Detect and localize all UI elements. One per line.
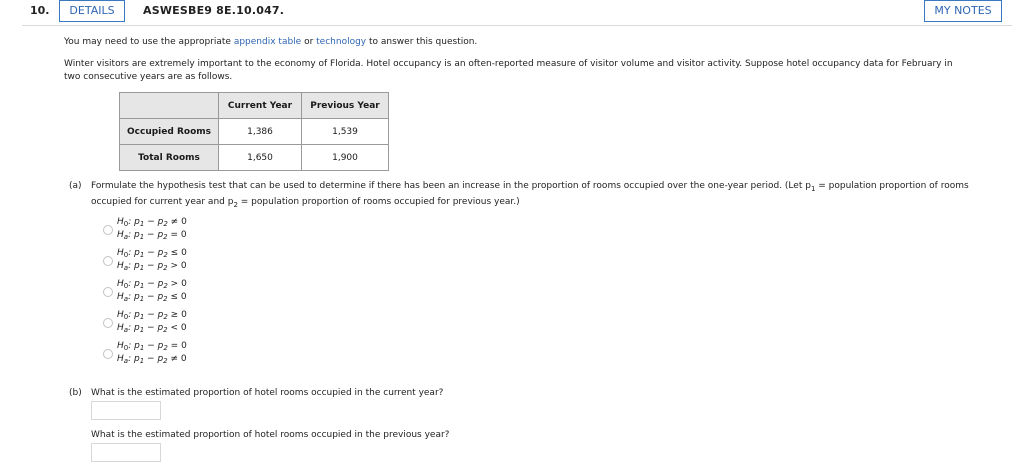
intro-suffix: to answer this question. <box>366 37 478 47</box>
hypothesis-option-2-h0: $H_0$: $p_1 - p_2 \le 0$ <box>117 248 187 259</box>
table-corner-cell <box>120 93 219 119</box>
p2-subscript: 2 <box>233 200 238 209</box>
occupancy-table <box>119 92 389 171</box>
hypothesis-option-3-ha: $H_a$: $p_1 - p_2 \le 0$ <box>117 292 187 303</box>
table-row <box>120 145 389 171</box>
h0-operator: ≤ <box>170 248 179 258</box>
technology-link[interactable]: technology <box>316 37 367 47</box>
ha-operator: = <box>170 230 179 240</box>
cell-total-current: 1,650 <box>219 145 302 171</box>
hypothesis-option-1-h0: $H_0$: $p_1 - p_2 \ne 0$ <box>117 217 187 228</box>
part-b-question-2: What is the estimated proportion of hotel rooms occupied in the previous year? <box>91 430 450 440</box>
previous-year-proportion-input[interactable] <box>91 443 161 462</box>
intro-prefix: You may need to use the appropriate <box>64 37 234 47</box>
hypothesis-option-4-radio[interactable] <box>103 318 113 328</box>
part-a-line-2: occupied for current year and p <box>91 196 234 207</box>
hypothesis-option-3-h0: $H_0$: $p_1 - p_2 > 0$ <box>117 279 187 290</box>
appendix-table-link[interactable]: appendix table <box>233 37 302 47</box>
part-a-line-1: Formulate the hypothesis test that can be used to determine if there has been an increase in the proportion of rooms occupied over the one-year period. (Let p <box>91 181 811 191</box>
hypothesis-option-5-h0: $H_0$: $p_1 - p_2 = 0$ <box>117 341 187 352</box>
hypothesis-option-1-radio[interactable] <box>103 225 113 235</box>
current-year-proportion-input[interactable] <box>91 401 161 420</box>
hypothesis-option-4-ha: $H_a$: $p_1 - p_2 < 0$ <box>117 323 187 334</box>
table-header-row <box>120 93 389 119</box>
hypothesis-option-3-radio[interactable] <box>103 287 113 297</box>
hypothesis-option-4-h0: $H_0$: $p_1 - p_2 \ge 0$ <box>117 310 187 321</box>
part-a-prompt <box>91 180 1011 212</box>
intro-middle: or <box>301 37 317 47</box>
part-a-label: (a) <box>69 181 82 191</box>
row-label-total-rooms: Total Rooms <box>120 145 219 171</box>
hypothesis-option-5-radio[interactable] <box>103 349 113 359</box>
ha-operator: ≤ <box>170 292 179 302</box>
p1-subscript: 1 <box>810 184 816 193</box>
question-number: 10. <box>30 4 50 17</box>
cell-occupied-previous: 1,539 <box>302 119 389 145</box>
part-b-question-1: What is the estimated proportion of hotel rooms occupied in the current year? <box>91 388 444 398</box>
hypothesis-option-1-ha: $H_a$: $p_1 - p_2 = 0$ <box>117 230 187 241</box>
cell-occupied-current: 1,386 <box>219 119 302 145</box>
question-header <box>0 0 1024 24</box>
context-line-2: two consecutive years are as follows. <box>64 72 233 82</box>
part-a-line-2-end: = population proportion of rooms occupied for previous year.) <box>237 196 520 207</box>
context-paragraph <box>64 58 1004 84</box>
header-divider <box>22 25 1012 26</box>
part-b-label: (b) <box>69 388 82 398</box>
hypothesis-option-2-radio[interactable] <box>103 256 113 266</box>
header-previous-year: Previous Year <box>302 93 389 119</box>
h0-operator: > <box>170 279 179 289</box>
h0-operator: = <box>170 341 179 351</box>
ha-operator: < <box>170 323 179 333</box>
ha-operator: ≠ <box>170 354 179 364</box>
context-line-1: Winter visitors are extremely important to the economy of Florida. Hotel occupancy is an often-reported measure of visitor volume and visitor activity. Suppose hotel occupancy data for February in <box>64 59 953 69</box>
intro-text <box>64 36 477 49</box>
header-current-year: Current Year <box>219 93 302 119</box>
problem-code: ASWESBE9 8E.10.047. <box>143 4 285 17</box>
h0-operator: ≥ <box>170 310 179 320</box>
row-label-occupied-rooms: Occupied Rooms <box>120 119 219 145</box>
h0-operator: ≠ <box>170 217 179 227</box>
hypothesis-option-5-ha: $H_a$: $p_1 - p_2 \ne 0$ <box>117 354 187 365</box>
details-button[interactable]: DETAILS <box>59 0 125 22</box>
my-notes-button[interactable]: MY NOTES <box>924 0 1002 22</box>
ha-operator: > <box>170 261 179 271</box>
cell-total-previous: 1,900 <box>302 145 389 171</box>
hypothesis-option-2-ha: $H_a$: $p_1 - p_2 > 0$ <box>117 261 187 272</box>
table-row <box>120 119 389 145</box>
part-a-line-1-end: = population proportion of rooms <box>815 181 969 191</box>
